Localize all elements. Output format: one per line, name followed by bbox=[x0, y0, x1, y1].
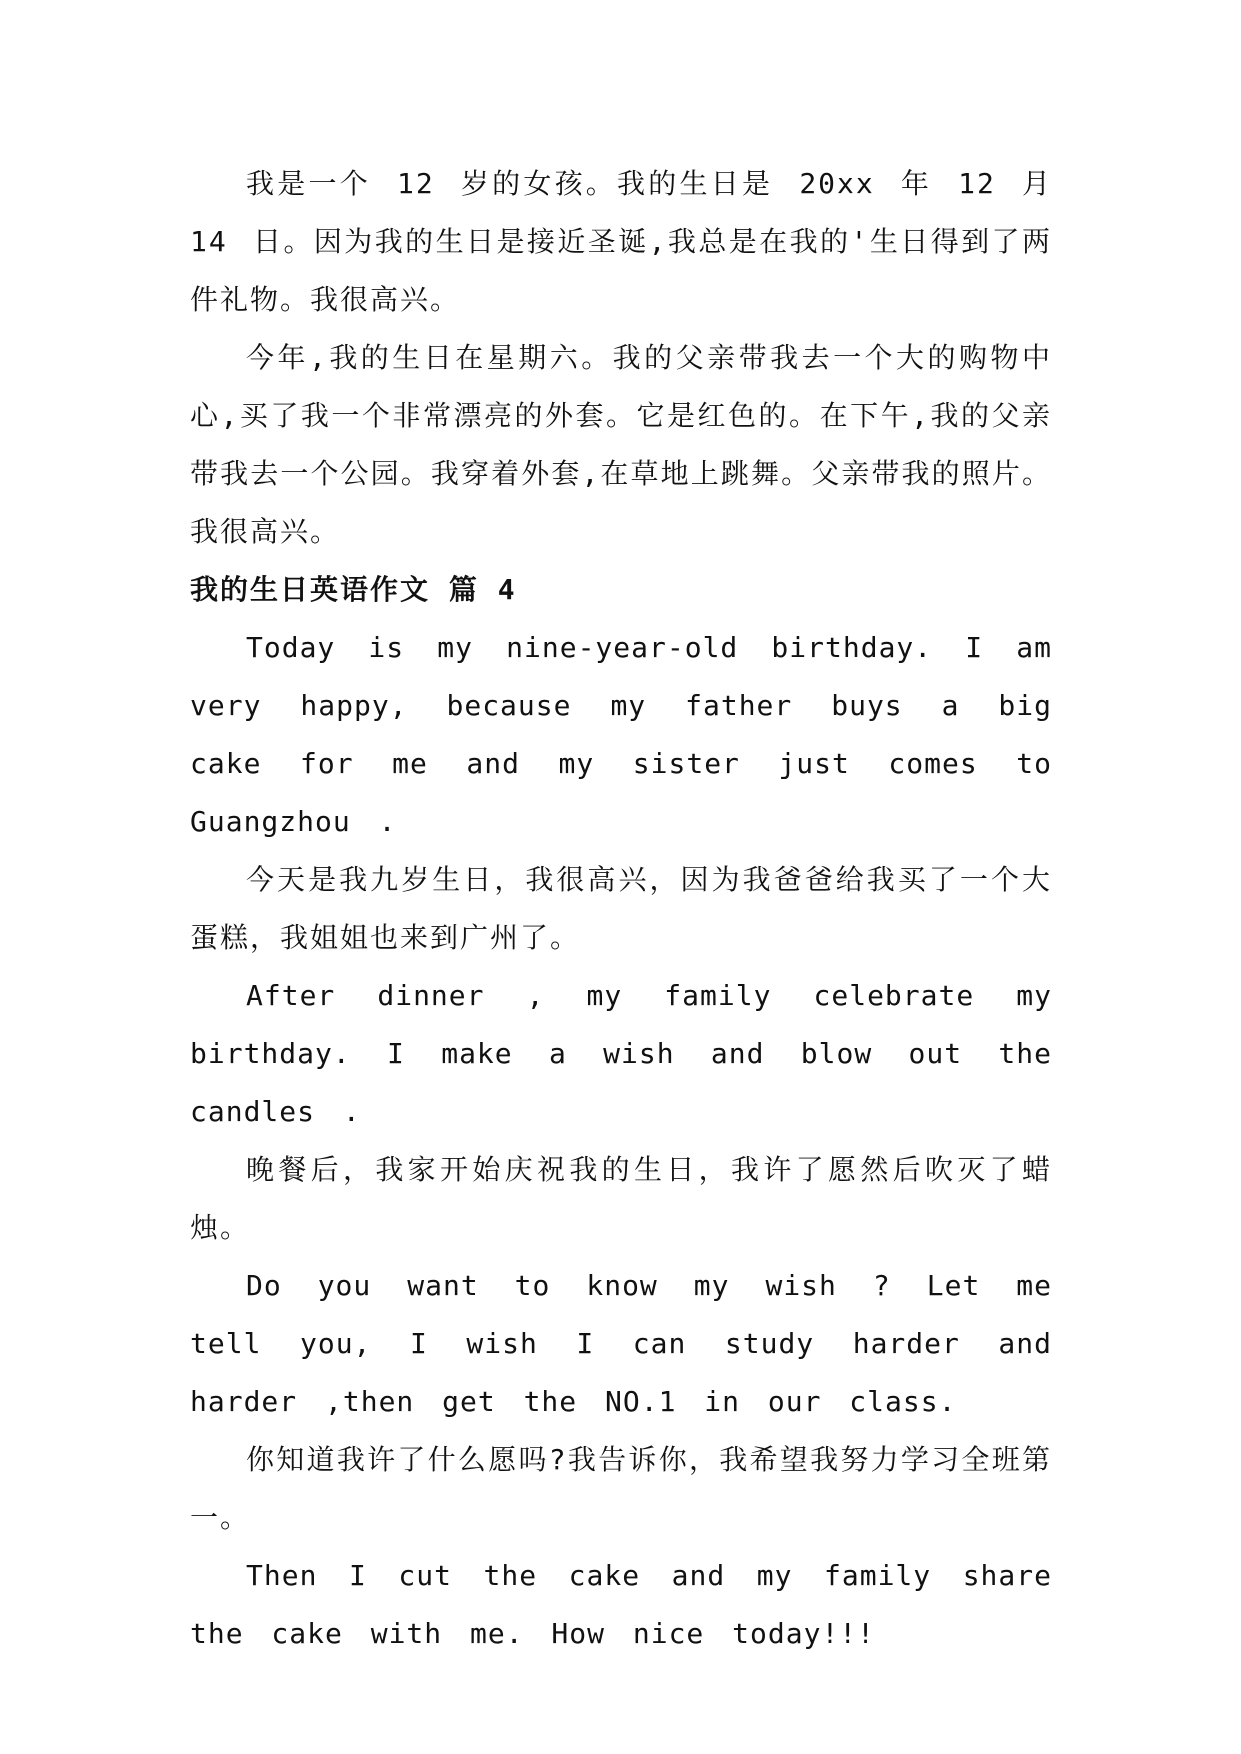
section-heading: 我的生日英语作文 篇 4 bbox=[190, 573, 517, 606]
paragraph-age-birthday: 我是一个 12 岁的女孩。我的生日是 20xx 年 12 月 14 日。因为我的生日是接近圣诞,我总是在我的'生日得到了两件礼物。我很高兴。 bbox=[190, 167, 1052, 316]
paragraph-chinese-3: 你知道我许了什么愿吗?我告诉你，我希望我努力学习全班第一。 bbox=[190, 1443, 1052, 1534]
paragraph-chinese-1: 今天是我九岁生日，我很高兴，因为我爸爸给我买了一个大蛋糕，我姐姐也来到广州了。 bbox=[190, 863, 1052, 954]
paragraph-english-2: After dinner , my family celebrate my birthday. I make a wish and blow out the candles . bbox=[190, 979, 1052, 1128]
paragraph-english-1: Today is my nine-year-old birthday. I am very happy, because my father buys a big cake for me and my sister just comes to Guangzhou . bbox=[190, 631, 1052, 838]
paragraph-english-3: Do you want to know my wish ? Let me tell you, I wish I can study harder and harder ,then get the NO.1 in our class. bbox=[190, 1269, 1052, 1418]
paragraph-chinese-2: 晚餐后，我家开始庆祝我的生日，我许了愿然后吹灭了蜡烛。 bbox=[190, 1153, 1052, 1244]
paragraph-english-4: Then I cut the cake and my family share the cake with me. How nice today!!! bbox=[190, 1559, 1052, 1650]
document-body bbox=[190, 155, 1052, 1663]
paragraph-saturday-birthday: 今年,我的生日在星期六。我的父亲带我去一个大的购物中心,买了我一个非常漂亮的外套。它是红色的。在下午,我的父亲带我去一个公园。我穿着外套,在草地上跳舞。父亲带我的照片。我很高兴。 bbox=[190, 341, 1052, 548]
